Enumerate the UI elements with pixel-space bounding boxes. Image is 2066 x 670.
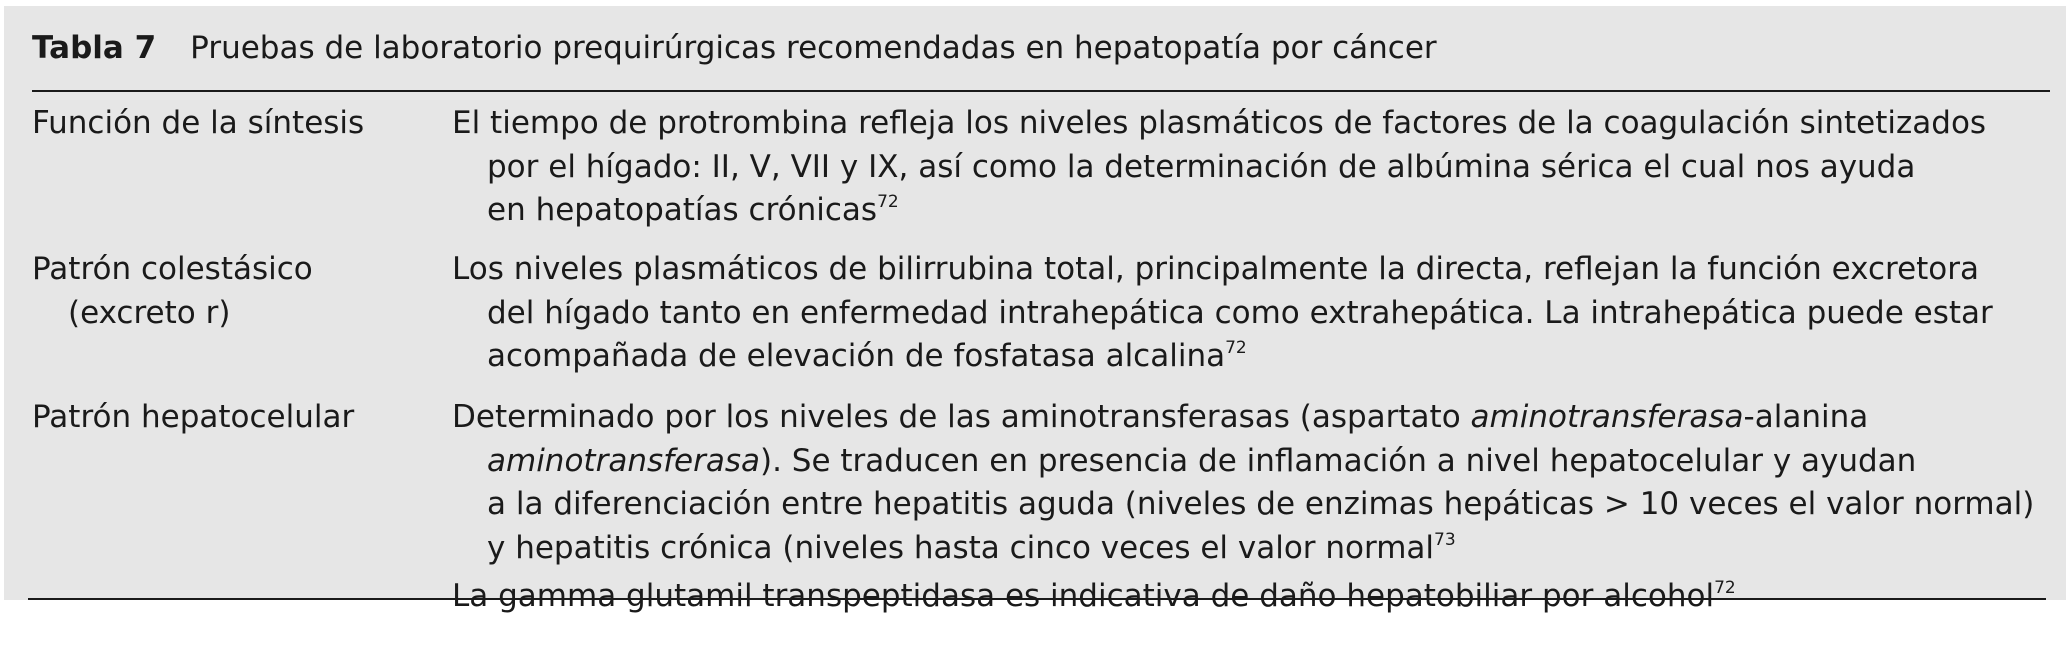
table-panel: [4, 6, 2066, 614]
header-rule: [32, 90, 2050, 92]
citation-ref: 72: [877, 192, 899, 212]
description-paragraph: La gamma glutamil transpeptidasa es indicativa de daño hepatobiliar por alcohol$^{72}$: [452, 578, 1736, 614]
row-description: [452, 102, 2066, 238]
row-category: Función de la síntesis: [32, 105, 365, 141]
citation-ref: 72: [1225, 338, 1247, 358]
row-category: Patrón colestásico (excreto r): [32, 251, 313, 331]
description-paragraph: Determinado por los niveles de las aminotransferasas (aspartato aminotransferasa-alanina aminotransferasa). Se traducen en presencia de inflamación a nivel hepatocelular y ayudan a la diferenciación entre hepatitis aguda (niveles de enzimas hepáticas > 10 veces el valor normal) y hepatitis crónica (niveles hasta cinco veces el valor normal$^{73}$: [452, 399, 2035, 566]
table-title: Pruebas de laboratorio prequirúrgicas recomendadas en hepatopatía por cáncer: [190, 30, 1437, 66]
citation-ref: 72: [1714, 578, 1736, 598]
citation-ref: 73: [1434, 529, 1456, 550]
description-paragraph: El tiempo de protrombina refleja los niveles plasmáticos de factores de la coagulación sintetizados por el hígado: II, V, VII y IX, así como la determinación de albúmina sérica el cual nos ayuda en hepatopatías crónicas$^{72}$: [452, 105, 1987, 228]
description-paragraph: Los niveles plasmáticos de bilirrubina total, principalmente la directa, reflejan la función excretora del hígado tanto en enfermedad intrahepática como extrahepática. La intrahepática puede estar acompañada de elevación de fosfatasa alcalina$^{72}$: [452, 251, 1993, 374]
table-label: Tabla 7: [32, 30, 157, 66]
row-category: Patrón hepatocelular: [32, 399, 355, 435]
row-description: [452, 248, 2066, 384]
row-description: [452, 396, 2066, 624]
table-caption: [32, 26, 1437, 70]
bottom-rule: [28, 598, 2046, 600]
